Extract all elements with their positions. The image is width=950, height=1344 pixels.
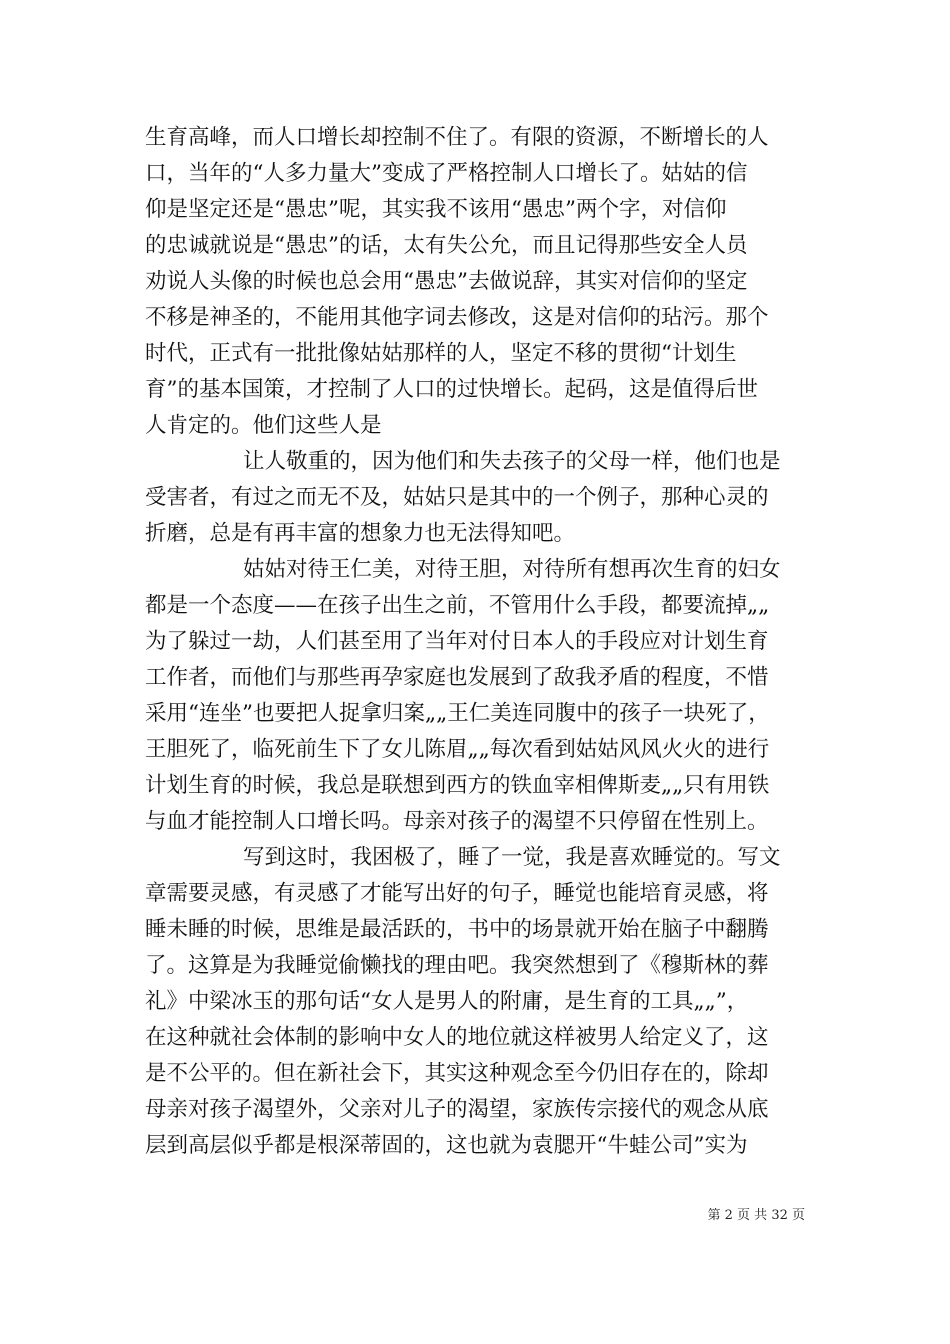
text-line: 了。这算是为我睡觉偷懒找的理由吧。我突然想到了《穆斯林的葬 bbox=[145, 953, 769, 978]
text-line: 都是一个态度——在孩子出生之前，不管用什么手段，都要流掉„„ bbox=[145, 593, 770, 618]
text-line: 为了躲过一劫，人们甚至用了当年对付日本人的手段应对计划生育 bbox=[145, 629, 769, 654]
text-line: 工作者，而他们与那些再孕家庭也发展到了敌我矛盾的程度，不惜 bbox=[145, 665, 769, 690]
text-line: 受害者，有过之而无不及，姑姑只是其中的一个例子，那种心灵的 bbox=[145, 485, 769, 510]
text-line: 生育高峰，而人口增长却控制不住了。有限的资源，不断增长的人 bbox=[145, 125, 769, 150]
text-line: 的忠诚就说是“愚忠”的话，太有失公允，而且记得那些安全人员 bbox=[145, 233, 748, 258]
text-line: 人肯定的。他们这些人是 bbox=[145, 413, 382, 438]
text-line: 不移是神圣的，不能用其他字词去修改，这是对信仰的玷污。那个 bbox=[145, 305, 769, 330]
text-line: 育”的基本国策，才控制了人口的过快增长。起码，这是值得后世 bbox=[145, 377, 758, 402]
text-line: 采用“连坐”也要把人捉拿归案„„王仁美连同腹中的孩子一块死了， bbox=[145, 701, 770, 726]
paragraph-start-line: 让人敬重的，因为他们和失去孩子的父母一样，他们也是 bbox=[243, 449, 781, 474]
text-line: 时代，正式有一批批像姑姑那样的人，坚定不移的贯彻“计划生 bbox=[145, 341, 737, 366]
text-line: 王胆死了，临死前生下了女儿陈眉„„每次看到姑姑风风火火的进行 bbox=[145, 737, 770, 762]
text-line: 仰是坚定还是“愚忠”呢，其实我不该用“愚忠”两个字，对信仰 bbox=[145, 197, 727, 222]
text-line: 母亲对孩子渴望外，父亲对儿子的渴望，家族传宗接代的观念从底 bbox=[145, 1097, 769, 1122]
text-line: 折磨，总是有再丰富的想象力也无法得知吧。 bbox=[145, 521, 576, 546]
text-line: 是不公平的。但在新社会下，其实这种观念至今仍旧存在的，除却 bbox=[145, 1061, 769, 1086]
text-line: 层到高层似乎都是根深蒂固的，这也就为袁腮开“牛蛙公司”实为 bbox=[145, 1133, 748, 1158]
paragraph-start-line: 姑姑对待王仁美，对待王胆，对待所有想再次生育的妇女 bbox=[243, 557, 781, 582]
text-line: 在这种就社会体制的影响中女人的地位就这样被男人给定义了，这 bbox=[145, 1025, 769, 1050]
text-line: 睡未睡的时候，思维是最活跃的，书中的场景就开始在脑子中翻腾 bbox=[145, 917, 769, 942]
page-number-footer: 第 2 页 共 32 页 bbox=[707, 1208, 805, 1223]
text-line: 口，当年的“人多力量大”变成了严格控制人口增长了。姑姑的信 bbox=[145, 161, 748, 186]
body-text bbox=[145, 120, 810, 1164]
text-line: 劝说人头像的时候也总会用“愚忠”去做说辞，其实对信仰的坚定 bbox=[145, 269, 748, 294]
text-line: 章需要灵感，有灵感了才能写出好的句子，睡觉也能培育灵感，将 bbox=[145, 881, 769, 906]
text-line: 与血才能控制人口增长吗。母亲对孩子的渴望不只停留在性别上。 bbox=[145, 809, 769, 834]
text-line: 礼》中梁冰玉的那句话“女人是男人的附庸，是生育的工具„„”， bbox=[145, 989, 749, 1014]
paragraph-start-line: 写到这时，我困极了，睡了一觉，我是喜欢睡觉的。写文 bbox=[243, 845, 781, 870]
text-line: 计划生育的时候，我总是联想到西方的铁血宰相俾斯麦„„只有用铁 bbox=[145, 773, 770, 798]
